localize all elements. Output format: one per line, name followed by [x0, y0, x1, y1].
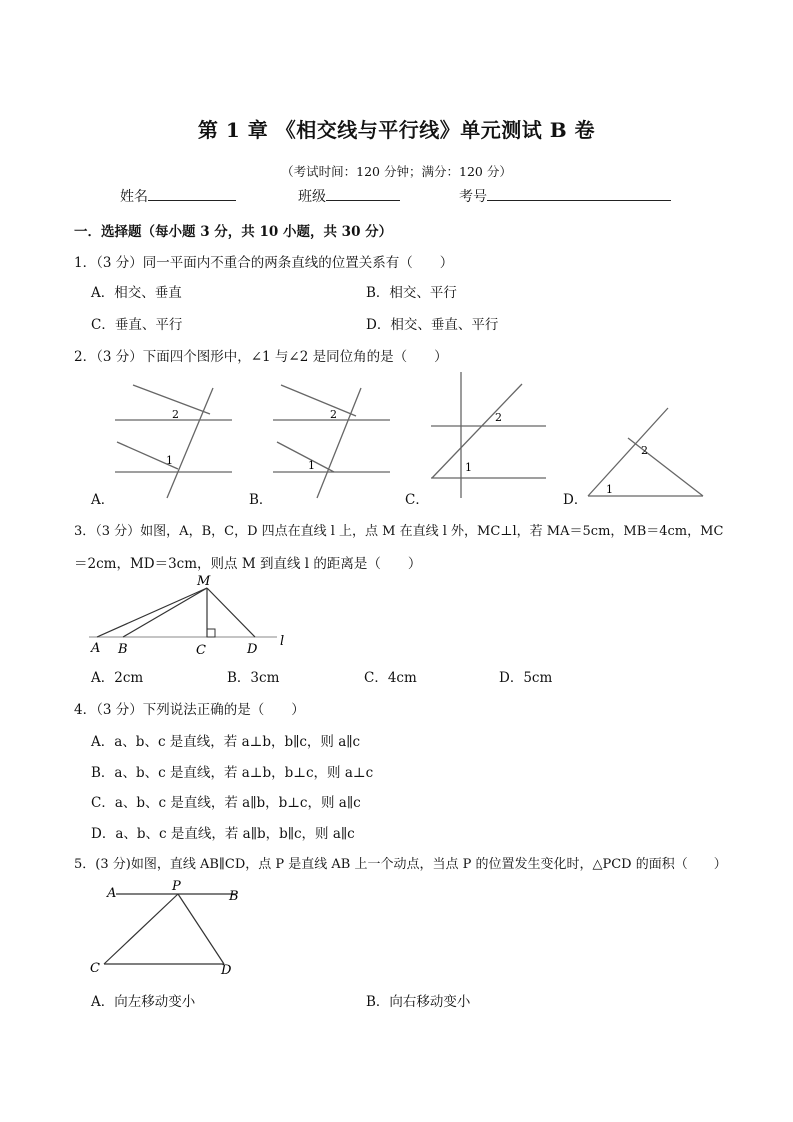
q4-option-d[interactable]: D．a、b、c 是直线，若 a∥b，b∥c，则 a∥c — [91, 826, 355, 842]
name-label: 姓名 — [120, 189, 148, 205]
q5-label-p: P — [172, 879, 181, 894]
q4-option-a[interactable]: A．a、b、c 是直线，若 a⊥b，b∥c，则 a∥c — [91, 734, 361, 750]
fig-c-mark-2: 2 — [495, 411, 502, 424]
name-blank[interactable] — [148, 186, 236, 201]
q3-option-d[interactable]: D．5cm — [499, 670, 553, 686]
q1-option-c[interactable]: C．垂直、平行 — [91, 317, 183, 333]
fig-d-mark-2: 2 — [641, 444, 648, 457]
class-label: 班级 — [298, 189, 326, 205]
q1-option-d[interactable]: D．相交、垂直、平行 — [366, 317, 499, 333]
fig-c-mark-1: 1 — [465, 461, 472, 474]
q5-label-a: A — [107, 886, 117, 901]
page-title: 第 1 章 《相交线与平行线》单元测试 B 卷 — [197, 118, 596, 142]
question-2-stem: 2．（3 分）下面四个图形中，∠1 与∠2 是同位角的是（ ） — [74, 349, 448, 365]
question-3-stem-line1: 3．（3 分）如图，A，B，C，D 四点在直线 l 上，点 M 在直线 l 外，MC⊥l，若 MA＝5cm，MB＝4cm，MC — [74, 524, 724, 539]
fig-a-mark-2: 2 — [172, 408, 179, 421]
question-5-stem: 5．(3 分)如图，直线 AB∥CD，点 P 是直线 AB 上一个动点，当点 P 的位置发生变化时，△PCD 的面积（ ） — [74, 857, 727, 872]
q3-label-m: M — [197, 574, 211, 589]
id-field[interactable] — [459, 186, 671, 206]
question-1-stem: 1．（3 分）同一平面内不重合的两条直线的位置关系有（ ） — [74, 255, 454, 271]
exam-time-info: （考试时间：120 分钟；满分：120 分） — [281, 164, 512, 179]
q3-label-l: l — [280, 634, 285, 649]
q4-option-c[interactable]: C．a、b、c 是直线，若 a∥b，b⊥c，则 a∥c — [91, 795, 361, 811]
q2-figure-d — [584, 404, 709, 502]
q2-option-a[interactable]: A． — [91, 492, 115, 508]
q3-label-b: B — [118, 642, 128, 657]
q1-option-b[interactable]: B．相交、平行 — [366, 285, 457, 301]
q3-label-a: A — [91, 641, 101, 656]
q3-label-c: C — [196, 643, 206, 658]
q2-option-d[interactable]: D． — [563, 492, 588, 508]
fig-a-mark-1: 1 — [166, 454, 173, 467]
q3-option-a[interactable]: A．2cm — [91, 670, 144, 686]
q5-option-a[interactable]: A．向左移动变小 — [91, 994, 196, 1010]
section-heading: 一．选择题（每小题 3 分，共 10 小题，共 30 分） — [74, 224, 393, 240]
fig-b-mark-2: 2 — [330, 408, 337, 421]
fig-d-mark-1: 1 — [606, 483, 613, 496]
q2-option-b[interactable]: B． — [249, 492, 273, 508]
q1-option-a[interactable]: A．相交、垂直 — [91, 285, 182, 301]
q4-option-b[interactable]: B．a、b、c 是直线，若 a⊥b，b⊥c，则 a⊥c — [91, 765, 374, 781]
q5-label-b: B — [229, 889, 239, 904]
q3-option-b[interactable]: B．3cm — [227, 670, 280, 686]
q5-label-c: C — [90, 961, 100, 976]
q2-option-c[interactable]: C． — [405, 492, 429, 508]
class-blank[interactable] — [326, 186, 400, 201]
name-field[interactable] — [120, 186, 236, 206]
q3-option-c[interactable]: C．4cm — [364, 670, 417, 686]
q5-option-b[interactable]: B．向右移动变小 — [366, 994, 471, 1010]
id-blank[interactable] — [487, 186, 671, 201]
fig-b-mark-1: 1 — [308, 459, 315, 472]
q5-figure — [88, 876, 248, 980]
q2-figure-a — [110, 378, 240, 502]
question-3-stem-line2: ＝2cm，MD＝3cm，则点 M 到直线 l 的距离是（ ） — [74, 556, 422, 572]
q3-figure — [87, 572, 297, 660]
q5-label-d: D — [221, 963, 232, 978]
id-label: 考号 — [459, 189, 487, 205]
q3-label-d: D — [247, 642, 258, 657]
class-field[interactable] — [298, 186, 400, 206]
q2-figure-c — [424, 368, 552, 500]
question-4-stem: 4．（3 分）下列说法正确的是（ ） — [74, 702, 305, 718]
q2-figure-b — [268, 378, 398, 502]
